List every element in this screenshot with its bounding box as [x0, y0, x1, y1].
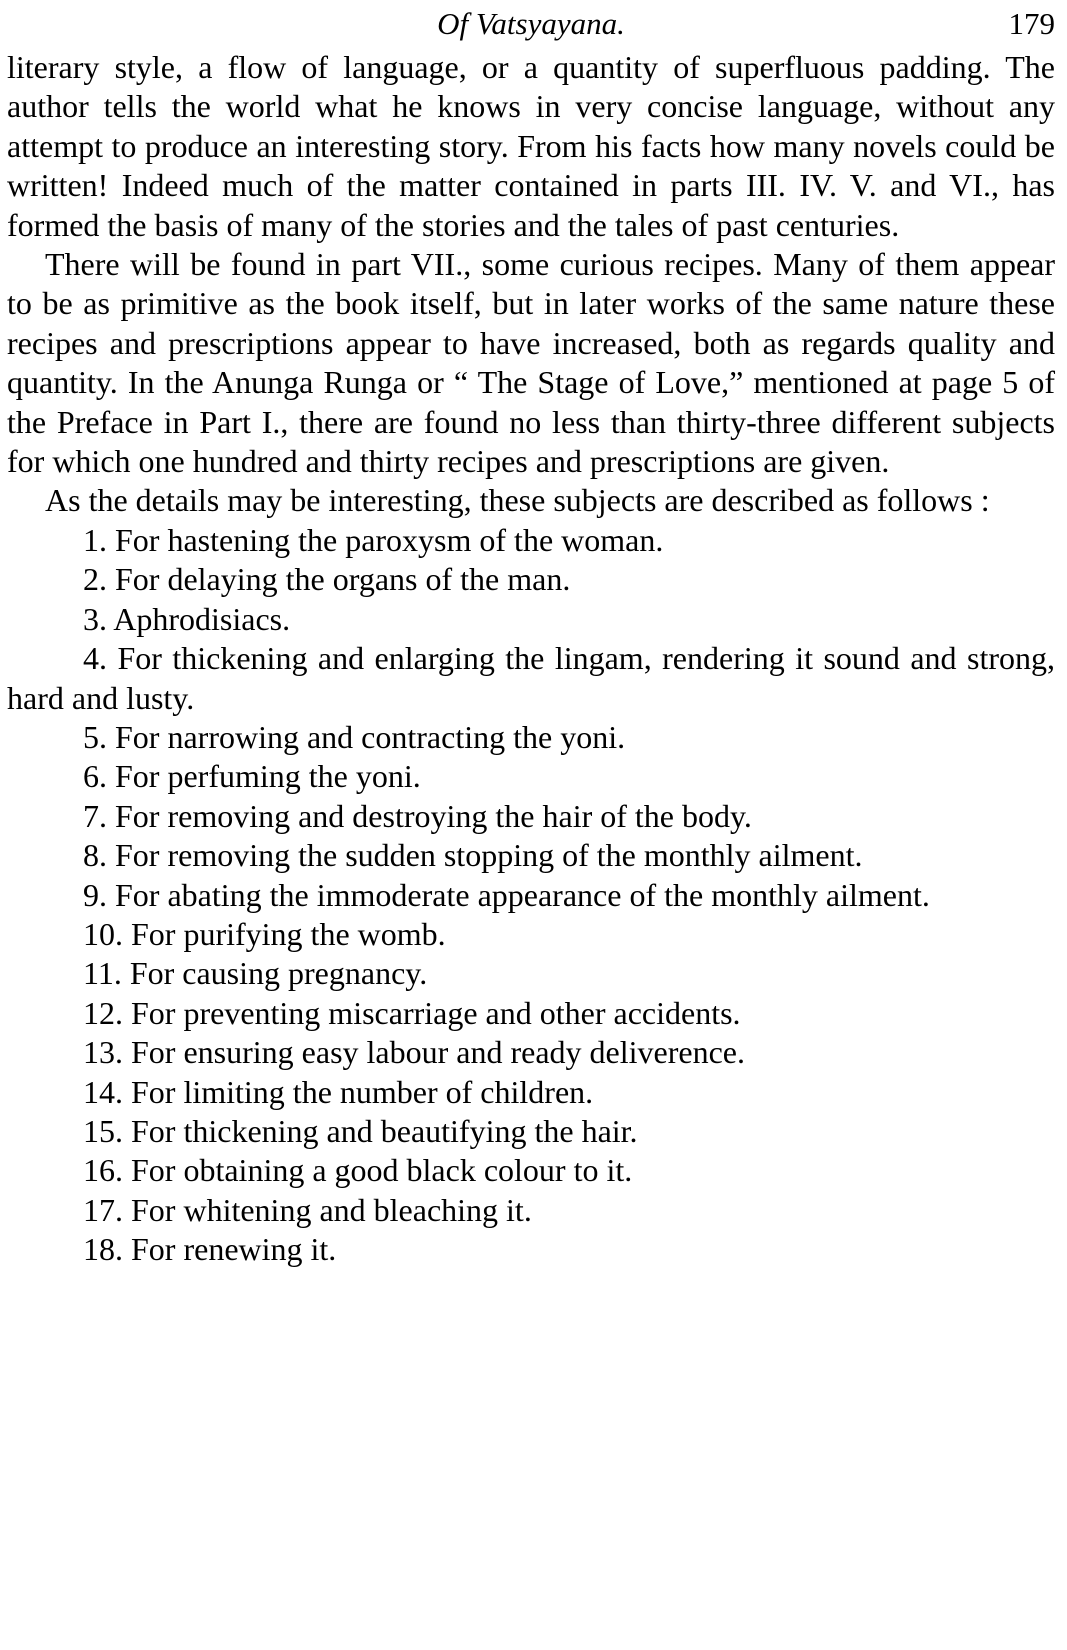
list-item	[7, 1230, 1055, 1269]
list-item	[7, 521, 1055, 560]
list-item	[7, 560, 1055, 599]
list-item	[7, 1033, 1055, 1072]
list-item-number: 13.	[83, 1034, 123, 1071]
list-item-text: For removing and destroying the hair of the body.	[115, 797, 752, 834]
list-item-text: For removing the sudden stopping of the monthly ailment.	[115, 837, 863, 874]
list-item	[7, 915, 1055, 954]
list-item	[7, 757, 1055, 796]
list-item-number: 5.	[83, 718, 107, 755]
list-item	[7, 994, 1055, 1033]
list-item-number: 18.	[83, 1231, 123, 1268]
list-item-text: For abating the immoderate appearance of the monthly ailment.	[115, 876, 930, 913]
list-item-text: For thickening and beautifying the hair.	[131, 1112, 638, 1149]
list-item-number: 2.	[83, 561, 107, 598]
list-item-text: For perfuming the yoni.	[115, 758, 421, 795]
list-item-number: 9.	[83, 876, 107, 913]
running-title: Of Vatsyayana.	[437, 6, 625, 41]
page-header	[7, 0, 1055, 48]
list-item-text: For limiting the number of children.	[131, 1073, 594, 1110]
body-text	[7, 48, 1055, 1270]
list-item-text: Aphrodisiacs.	[113, 600, 291, 637]
paragraph-continuation: literary style, a flow of language, or a quantity of superfluous padding. The author tells the world what he knows in very concise language, without any attempt to produce an interesting story. From his facts how many novels could be written! Indeed much of the matter contained in parts III. IV. V. and VI., has formed the basis of many of the stories and the tales of past centuries.	[7, 49, 1055, 243]
list-item	[7, 639, 1055, 718]
paragraph-recipes: There will be found in part VII., some curious recipes. Many of them appear to be as primitive as the book itself, but in later works of the same nature these recipes and prescriptions appear to have increased, both as regards quality and quantity. In the Anunga Runga or “ The Stage of Love,” mentioned at page 5 of the Preface in Part I., there are found no less than thirty-three different subjects for which one hundred and thirty recipes and prescriptions are given.	[7, 246, 1055, 480]
list-item-number: 8.	[83, 837, 107, 874]
list-item	[7, 1112, 1055, 1151]
list-item-number: 12.	[83, 994, 123, 1031]
list-item-text: For causing pregnancy.	[129, 955, 428, 992]
list-item-text: For preventing miscarriage and other accidents.	[131, 994, 741, 1031]
list-item-number: 7.	[83, 797, 107, 834]
list-item-text: For ensuring easy labour and ready deliverence.	[131, 1034, 745, 1071]
list-item	[7, 1151, 1055, 1190]
paragraph-list-intro: As the details may be interesting, these subjects are described as follows :	[45, 482, 990, 519]
list-item	[7, 876, 1055, 915]
list-item-text: For obtaining a good black colour to it.	[131, 1152, 633, 1189]
list-item-number: 10.	[83, 915, 123, 952]
subject-list	[7, 521, 1055, 1270]
list-item-text: For thickening and enlarging the lingam, rendering it sound and strong, hard and lusty.	[7, 640, 1055, 716]
list-item-text: For whitening and bleaching it.	[131, 1191, 532, 1228]
list-item-number: 11.	[83, 955, 122, 992]
list-item-number: 4.	[83, 640, 107, 677]
list-item-text: For hastening the paroxysm of the woman.	[115, 521, 664, 558]
list-item-number: 14.	[83, 1073, 123, 1110]
list-item-number: 15.	[83, 1112, 123, 1149]
list-item	[7, 1073, 1055, 1112]
list-item-text: For purifying the womb.	[131, 915, 446, 952]
list-item-number: 6.	[83, 758, 107, 795]
book-page	[7, 0, 1055, 1270]
list-item-number: 1.	[83, 521, 107, 558]
list-item	[7, 797, 1055, 836]
list-item	[7, 600, 1055, 639]
list-item	[7, 1191, 1055, 1230]
list-item-text: For renewing it.	[131, 1231, 337, 1268]
list-item-number: 3.	[83, 600, 107, 637]
list-item-number: 16.	[83, 1152, 123, 1189]
list-item-number: 17.	[83, 1191, 123, 1228]
list-item	[7, 718, 1055, 757]
page-number: 179	[1008, 6, 1055, 41]
list-item-text: For narrowing and contracting the yoni.	[115, 718, 626, 755]
list-item	[7, 954, 1055, 993]
list-item	[7, 836, 1055, 875]
list-item-text: For delaying the organs of the man.	[115, 561, 571, 598]
